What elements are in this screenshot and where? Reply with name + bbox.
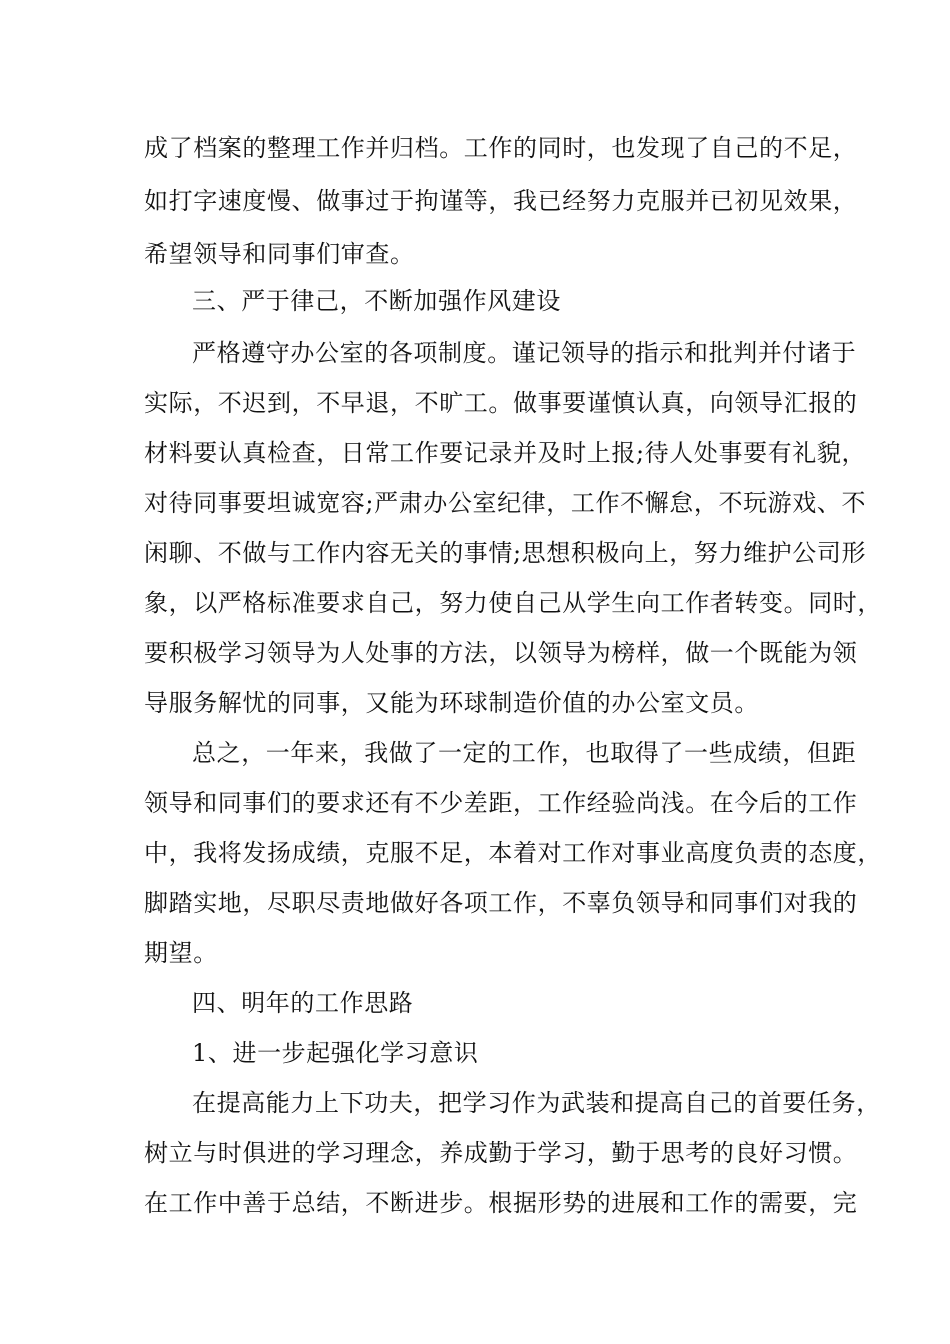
body-text-line: 如打字速度慢、做事过于拘谨等，我已经努力克服并已初见效果， <box>144 187 858 215</box>
paragraph-first-line: 总之，一年来，我做了一定的工作，也取得了一些成绩，但距 <box>192 739 857 767</box>
body-text-line: 在工作中善于总结，不断进步。根据形势的进展和工作的需要，完 <box>144 1189 858 1217</box>
body-text-line: 导服务解忧的同事，又能为环球制造价值的办公室文员。 <box>144 689 759 717</box>
body-text-line: 实际，不迟到，不早退，不旷工。做事要谨慎认真，向领导汇报的 <box>144 389 858 417</box>
body-text-line: 成了档案的整理工作并归档。工作的同时，也发现了自己的不足， <box>144 134 858 162</box>
body-text-line: 中，我将发扬成绩，克服不足，本着对工作对事业高度负责的态度， <box>144 839 882 867</box>
paragraph-first-line: 严格遵守办公室的各项制度。谨记领导的指示和批判并付诸于 <box>192 339 857 367</box>
paragraph-first-line: 在提高能力上下功夫，把学习作为武装和提高自己的首要任务， <box>192 1089 881 1117</box>
section-heading: 三、严于律己，不断加强作风建设 <box>192 287 561 315</box>
subsection-heading: 1、进一步起强化学习意识 <box>192 1039 479 1067</box>
body-text-line: 希望领导和同事们审查。 <box>144 240 415 268</box>
body-text-line: 脚踏实地，尽职尽责地做好各项工作，不辜负领导和同事们对我的 <box>144 889 858 917</box>
body-text-line: 树立与时俱进的学习理念，养成勤于学习，勤于思考的良好习惯。 <box>144 1139 858 1167</box>
body-text-line: 对待同事要坦诚宽容;严肃办公室纪律，工作不懈怠，不玩游戏、不 <box>144 489 867 517</box>
section-heading: 四、明年的工作思路 <box>192 989 414 1017</box>
body-text-line: 要积极学习领导为人处事的方法，以领导为榜样，做一个既能为领 <box>144 639 858 667</box>
body-text-line: 领导和同事们的要求还有不少差距，工作经验尚浅。在今后的工作 <box>144 789 858 817</box>
body-text-line: 象，以严格标准要求自己，努力使自己从学生向工作者转变。同时， <box>144 589 882 617</box>
body-text-line: 闲聊、不做与工作内容无关的事情;思想积极向上，努力维护公司形 <box>144 539 867 567</box>
body-text-line: 材料要认真检查，日常工作要记录并及时上报;待人处事要有礼貌， <box>144 439 867 467</box>
body-text-line: 期望。 <box>144 939 218 967</box>
